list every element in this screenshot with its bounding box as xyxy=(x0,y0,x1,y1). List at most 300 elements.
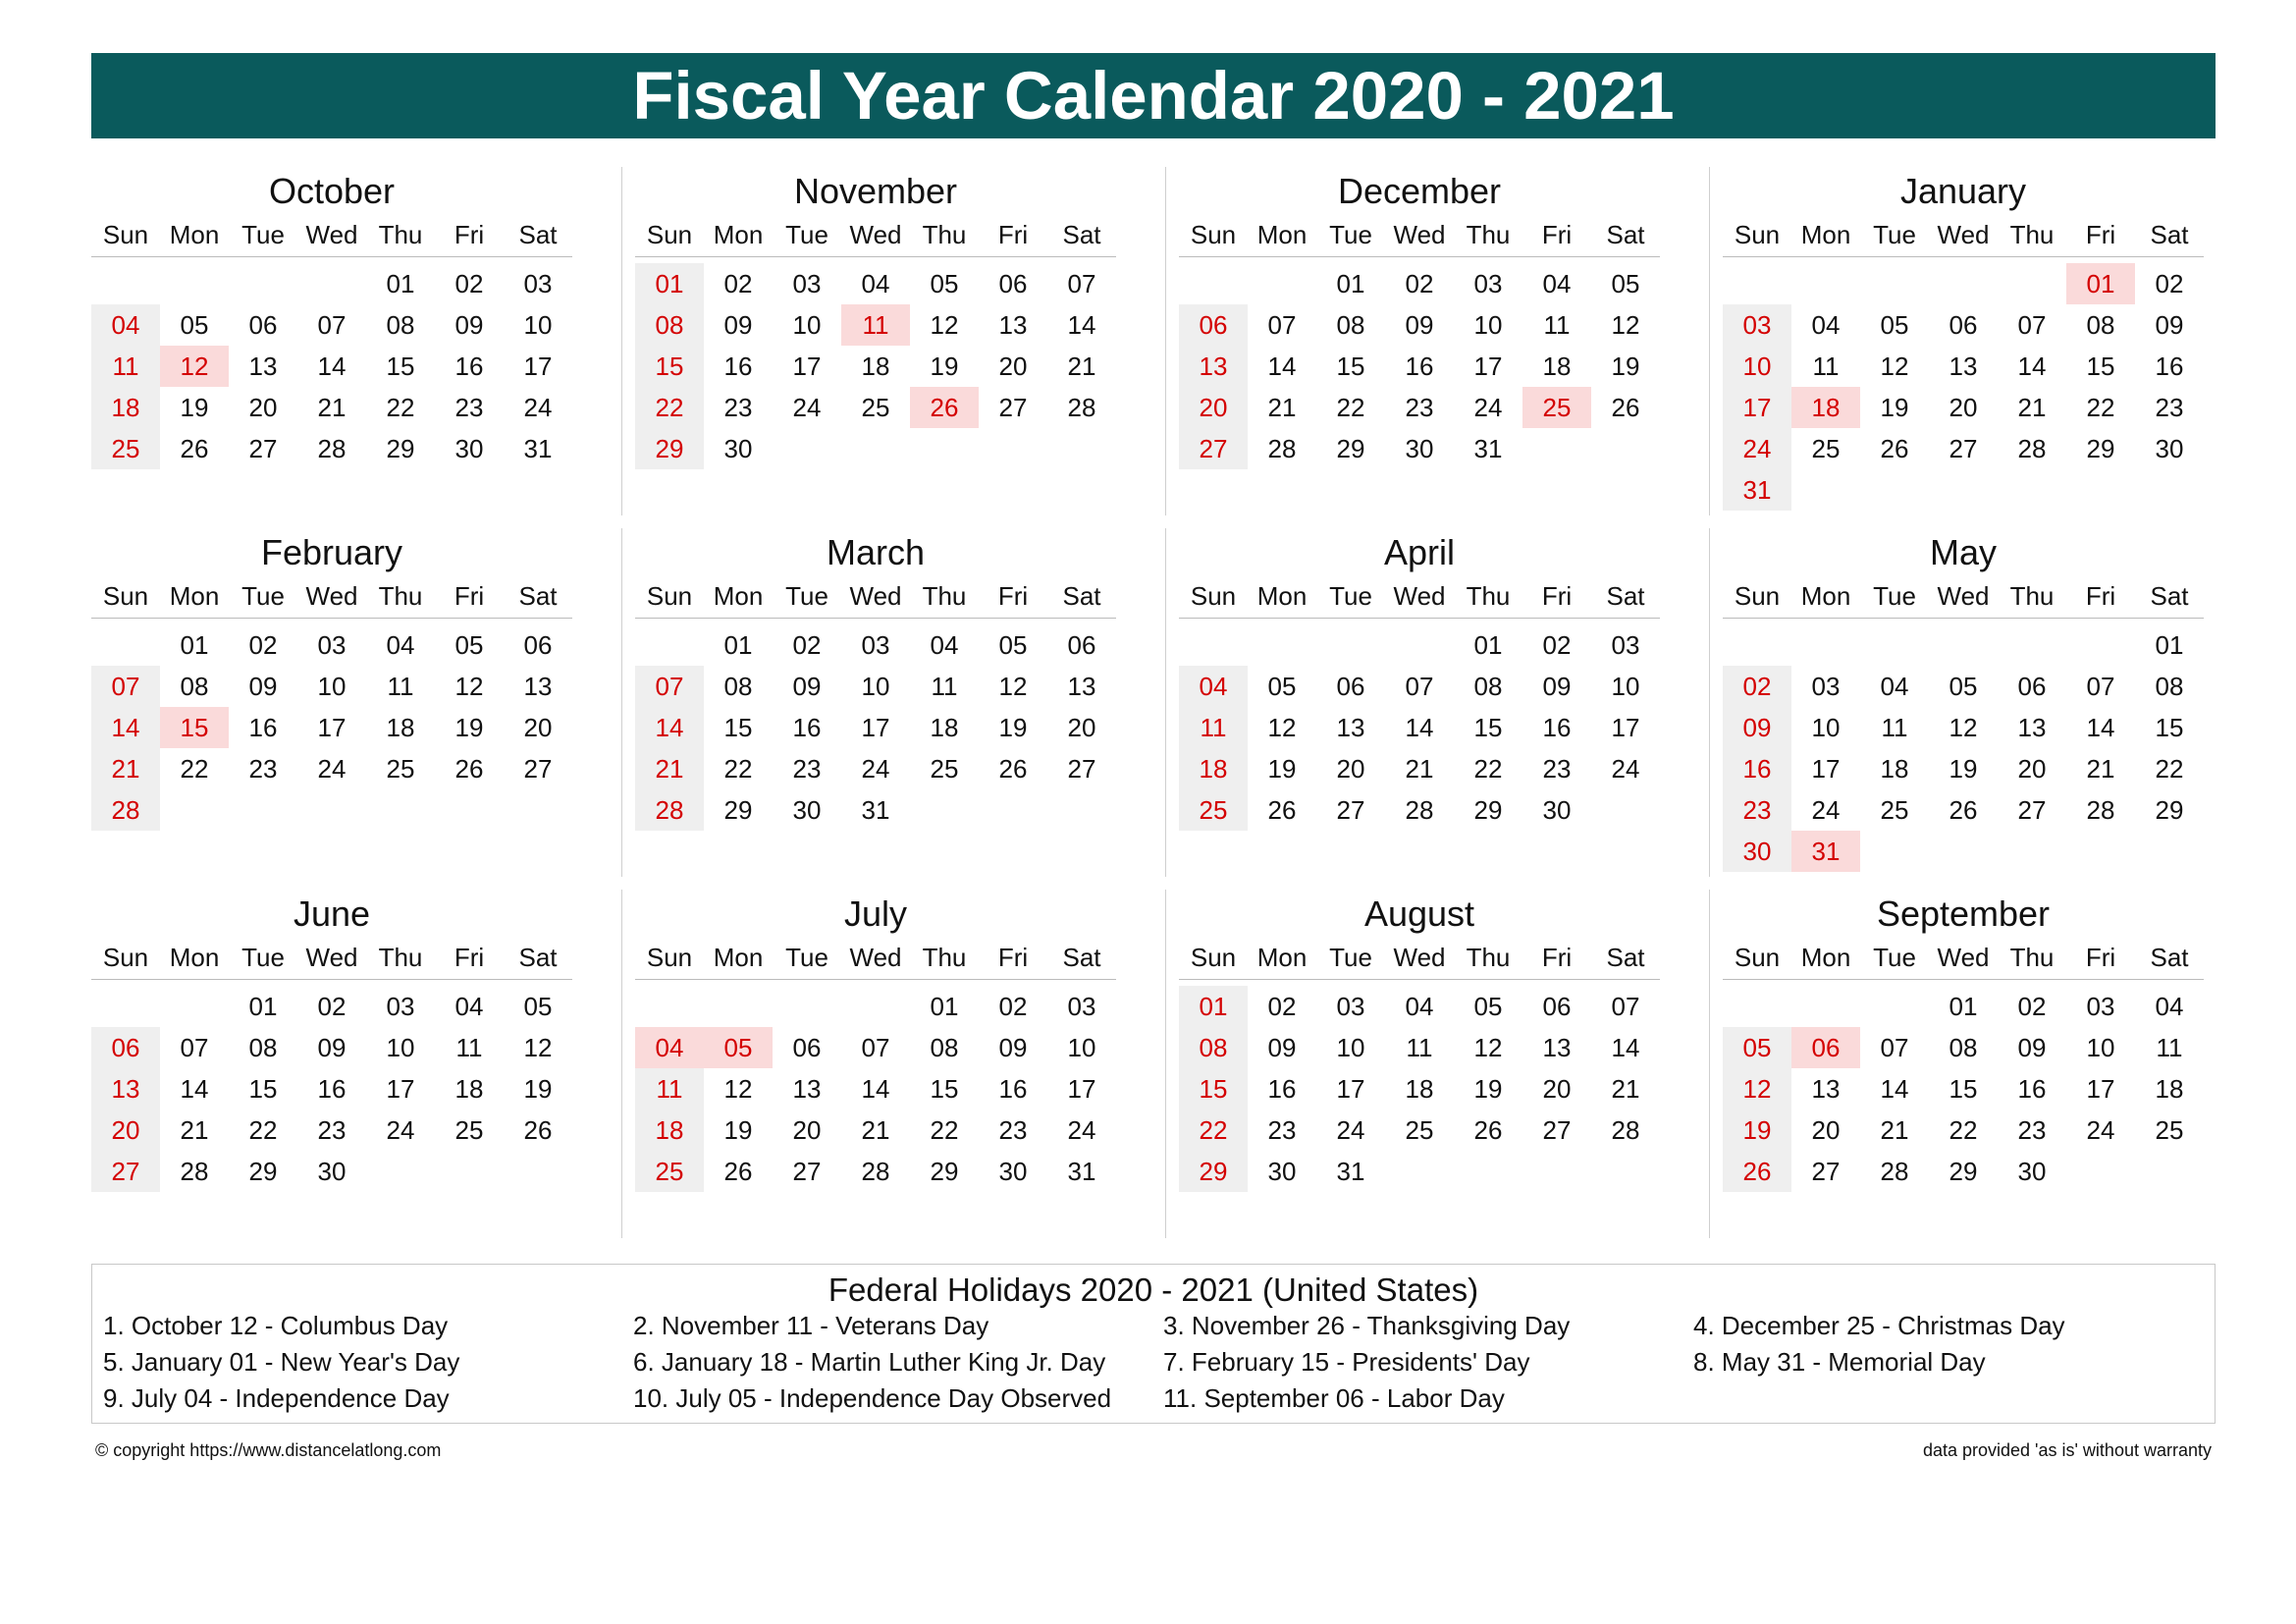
day-cell: 20 xyxy=(1811,1115,1841,1145)
day-cell: 20 xyxy=(792,1115,822,1145)
weekday-label: Tue xyxy=(241,581,285,611)
weekday-label: Wed xyxy=(1937,581,1990,611)
day-cell: 02 xyxy=(792,630,822,660)
day-cell: 11 xyxy=(1812,352,1840,381)
day-cell: 15 xyxy=(930,1074,959,1104)
day-cell: 03 xyxy=(1473,269,1503,298)
day-cell: 14 xyxy=(1880,1074,1909,1104)
day-cell: 14 xyxy=(91,707,160,748)
day-cell: 23 xyxy=(723,393,753,422)
day-cell: 28 xyxy=(317,434,347,463)
day-cell: 02 xyxy=(454,269,484,298)
weekday-label: Sun xyxy=(1734,943,1781,972)
weekday-label: Thu xyxy=(922,581,967,611)
weekday-label: Wed xyxy=(305,220,358,249)
month-november xyxy=(635,167,1116,501)
day-cell: 20 xyxy=(1336,754,1365,784)
weekday-label: Tue xyxy=(1873,581,1916,611)
day-cell: 04 xyxy=(1811,310,1841,340)
column-divider xyxy=(1165,890,1166,1238)
day-cell: 26 xyxy=(180,434,209,463)
day-cell: 17 xyxy=(2086,1074,2115,1104)
day-cell: 14 xyxy=(2086,713,2115,742)
day-cell: 22 xyxy=(930,1115,959,1145)
day-cell: 25 xyxy=(2155,1115,2184,1145)
day-cell: 01 xyxy=(248,992,278,1021)
day-cell: 01 xyxy=(723,630,753,660)
weekday-label: Fri xyxy=(2085,220,2116,249)
day-cell: 03 xyxy=(1067,992,1096,1021)
day-cell: 24 xyxy=(1611,754,1640,784)
day-cell: 19 xyxy=(1949,754,1978,784)
day-cell: 06 xyxy=(91,1027,160,1068)
day-cell: 02 xyxy=(2155,269,2184,298)
day-cell: 25 xyxy=(91,428,160,469)
day-cell: 08 xyxy=(930,1033,959,1062)
day-cell: 25 xyxy=(1405,1115,1434,1145)
month-name: April xyxy=(1383,532,1456,572)
day-cell: 17 xyxy=(1611,713,1640,742)
day-cell: 21 xyxy=(861,1115,890,1145)
weekday-header xyxy=(91,574,572,619)
day-cell: 21 xyxy=(1405,754,1434,784)
day-cell: 02 xyxy=(723,269,753,298)
day-cell: 10 xyxy=(861,672,890,701)
day-cell: 06 xyxy=(248,310,278,340)
day-cell: 06 xyxy=(792,1033,822,1062)
month-august xyxy=(1179,890,1660,1223)
day-cell: 28 xyxy=(635,789,704,831)
day-cell: 04 xyxy=(635,1027,704,1068)
day-cell: 29 xyxy=(930,1157,959,1186)
day-cell: 31 xyxy=(523,434,553,463)
day-cell: 21 xyxy=(1067,352,1096,381)
weekday-label: Sat xyxy=(2150,220,2189,249)
day-cell: 14 xyxy=(861,1074,890,1104)
day-cell: 18 xyxy=(1179,748,1248,789)
day-cell: 19 xyxy=(1473,1074,1503,1104)
day-cell: 18 xyxy=(861,352,890,381)
day-cell: 01 xyxy=(2066,263,2135,304)
day-cell: 12 xyxy=(454,672,484,701)
day-cell: 29 xyxy=(248,1157,278,1186)
day-cell: 15 xyxy=(160,707,229,748)
day-cell: 23 xyxy=(998,1115,1028,1145)
day-cell: 08 xyxy=(248,1033,278,1062)
day-cell: 20 xyxy=(998,352,1028,381)
day-cell: 25 xyxy=(635,1151,704,1192)
day-cell: 04 xyxy=(386,630,415,660)
day-cell: 18 xyxy=(91,387,160,428)
day-cell: 26 xyxy=(998,754,1028,784)
day-cell: 05 xyxy=(523,992,553,1021)
day-cell: 22 xyxy=(723,754,753,784)
day-cell: 28 xyxy=(861,1157,890,1186)
holiday-item: 8. May 31 - Memorial Day xyxy=(1693,1347,1986,1377)
weekday-label: Wed xyxy=(1393,220,1446,249)
weekday-label: Tue xyxy=(1329,220,1372,249)
weekday-label: Fri xyxy=(2085,943,2116,972)
day-cell: 16 xyxy=(792,713,822,742)
month-january xyxy=(1723,167,2204,505)
day-cell: 15 xyxy=(1949,1074,1978,1104)
column-divider xyxy=(1165,167,1166,515)
day-cell: 03 xyxy=(1611,630,1640,660)
day-cell: 04 xyxy=(2155,992,2184,1021)
day-cell: 23 xyxy=(1267,1115,1297,1145)
day-cell: 15 xyxy=(1473,713,1503,742)
day-cell: 24 xyxy=(317,754,347,784)
weekday-label: Tue xyxy=(1873,943,1916,972)
day-cell: 17 xyxy=(317,713,347,742)
weekday-label: Tue xyxy=(785,943,828,972)
day-cell: 13 xyxy=(91,1068,160,1110)
day-cell: 30 xyxy=(1723,831,1791,872)
day-cell: 12 xyxy=(523,1033,553,1062)
day-cell: 11 xyxy=(1543,310,1571,340)
day-cell: 26 xyxy=(723,1157,753,1186)
day-cell: 08 xyxy=(1179,1027,1248,1068)
day-cell: 20 xyxy=(1542,1074,1572,1104)
month-may xyxy=(1723,528,2204,866)
day-cell: 29 xyxy=(1179,1151,1248,1192)
day-cell: 16 xyxy=(2155,352,2184,381)
weekday-header xyxy=(1723,574,2204,619)
weekday-label: Sat xyxy=(1606,220,1645,249)
day-cell: 23 xyxy=(792,754,822,784)
weekday-label: Thu xyxy=(378,581,423,611)
day-cell: 19 xyxy=(1611,352,1640,381)
day-cell: 08 xyxy=(1336,310,1365,340)
day-cell: 12 xyxy=(1949,713,1978,742)
weekday-label: Sun xyxy=(1734,581,1781,611)
month-september xyxy=(1723,890,2204,1223)
day-cell: 07 xyxy=(1880,1033,1909,1062)
day-cell: 06 xyxy=(1791,1027,1860,1068)
day-cell: 27 xyxy=(1811,1157,1841,1186)
day-cell: 27 xyxy=(792,1157,822,1186)
day-cell: 21 xyxy=(2017,393,2047,422)
holiday-item: 4. December 25 - Christmas Day xyxy=(1693,1311,2065,1340)
weekday-label: Mon xyxy=(1800,943,1851,972)
weekday-label: Mon xyxy=(1256,581,1308,611)
day-cell: 17 xyxy=(1723,387,1791,428)
day-cell: 31 xyxy=(1791,831,1860,872)
day-cell: 28 xyxy=(1611,1115,1640,1145)
day-cell: 09 xyxy=(792,672,822,701)
day-cell: 07 xyxy=(180,1033,209,1062)
weekday-label: Tue xyxy=(241,943,285,972)
day-cell: 27 xyxy=(91,1151,160,1192)
day-cell: 21 xyxy=(317,393,347,422)
day-cell: 13 xyxy=(523,672,553,701)
day-cell: 07 xyxy=(1405,672,1434,701)
day-cell: 02 xyxy=(317,992,347,1021)
day-cell: 14 xyxy=(635,707,704,748)
day-cell: 13 xyxy=(1811,1074,1841,1104)
day-cell: 29 xyxy=(723,795,753,825)
day-cell: 02 xyxy=(1542,630,1572,660)
weekday-label: Fri xyxy=(1541,581,1573,611)
day-cell: 08 xyxy=(2155,672,2184,701)
day-cell: 02 xyxy=(2017,992,2047,1021)
day-cell: 10 xyxy=(1336,1033,1365,1062)
day-cell: 28 xyxy=(180,1157,209,1186)
day-cell: 03 xyxy=(523,269,553,298)
holidays-panel xyxy=(91,1264,2216,1424)
day-cell: 08 xyxy=(180,672,209,701)
day-cell: 02 xyxy=(998,992,1028,1021)
day-cell: 19 xyxy=(1267,754,1297,784)
day-cell: 14 xyxy=(2017,352,2047,381)
day-cell: 05 xyxy=(180,310,209,340)
holiday-item: 5. January 01 - New Year's Day xyxy=(103,1347,460,1377)
day-cell: 28 xyxy=(1405,795,1434,825)
day-cell: 07 xyxy=(91,666,160,707)
column-divider xyxy=(1709,890,1710,1238)
day-cell: 03 xyxy=(1336,992,1365,1021)
day-cell: 19 xyxy=(454,713,484,742)
day-cell: 06 xyxy=(1949,310,1978,340)
weekday-label: Fri xyxy=(2085,581,2116,611)
weekday-label: Fri xyxy=(454,581,485,611)
day-cell: 17 xyxy=(523,352,553,381)
month-name: February xyxy=(260,532,403,572)
day-cell: 30 xyxy=(1542,795,1572,825)
day-cell: 11 xyxy=(387,672,414,701)
weekday-label: Mon xyxy=(1256,943,1308,972)
day-cell: 05 xyxy=(704,1027,773,1068)
weekday-label: Fri xyxy=(997,943,1029,972)
weekday-label: Wed xyxy=(305,943,358,972)
weekday-label: Sun xyxy=(1734,220,1781,249)
month-name: August xyxy=(1363,893,1475,934)
day-cell: 03 xyxy=(2086,992,2115,1021)
day-cell: 31 xyxy=(1067,1157,1096,1186)
day-cell: 09 xyxy=(454,310,484,340)
day-cell: 03 xyxy=(317,630,347,660)
day-cell: 07 xyxy=(2086,672,2115,701)
day-cell: 03 xyxy=(1811,672,1841,701)
day-cell: 16 xyxy=(317,1074,347,1104)
day-cell: 04 xyxy=(1405,992,1434,1021)
day-cell: 18 xyxy=(1791,387,1860,428)
day-cell: 30 xyxy=(998,1157,1028,1186)
holiday-item: 11. September 06 - Labor Day xyxy=(1163,1383,1505,1413)
day-cell: 04 xyxy=(930,630,959,660)
day-cell: 22 xyxy=(180,754,209,784)
day-cell: 22 xyxy=(1949,1115,1978,1145)
day-cell: 21 xyxy=(180,1115,209,1145)
weekday-label: Wed xyxy=(1393,943,1446,972)
day-cell: 25 xyxy=(861,393,890,422)
day-cell: 17 xyxy=(1336,1074,1365,1104)
weekday-label: Thu xyxy=(1466,220,1511,249)
day-cell: 16 xyxy=(2017,1074,2047,1104)
day-cell: 13 xyxy=(1336,713,1365,742)
day-cell: 27 xyxy=(248,434,278,463)
day-cell: 23 xyxy=(1542,754,1572,784)
day-cell: 18 xyxy=(454,1074,484,1104)
weekday-header xyxy=(1723,936,2204,980)
day-cell: 14 xyxy=(1611,1033,1640,1062)
day-cell: 30 xyxy=(2017,1157,2047,1186)
day-cell: 16 xyxy=(1723,748,1791,789)
day-cell: 11 xyxy=(455,1033,483,1062)
day-cell: 19 xyxy=(523,1074,553,1104)
weekday-label: Wed xyxy=(1937,943,1990,972)
day-cell: 17 xyxy=(1473,352,1503,381)
day-cell: 27 xyxy=(1179,428,1248,469)
day-cell: 05 xyxy=(1473,992,1503,1021)
day-cell: 07 xyxy=(635,666,704,707)
day-cell: 07 xyxy=(861,1033,890,1062)
day-cell: 11 xyxy=(1406,1033,1433,1062)
day-cell: 08 xyxy=(635,304,704,346)
day-cell: 02 xyxy=(1405,269,1434,298)
month-march xyxy=(635,528,1116,862)
day-cell: 16 xyxy=(998,1074,1028,1104)
day-cell: 30 xyxy=(792,795,822,825)
weekday-label: Mon xyxy=(169,220,220,249)
day-cell: 23 xyxy=(2017,1115,2047,1145)
weekday-label: Sat xyxy=(1606,943,1645,972)
day-cell: 25 xyxy=(386,754,415,784)
day-cell: 16 xyxy=(723,352,753,381)
day-cell: 10 xyxy=(1811,713,1841,742)
day-cell: 11 xyxy=(635,1068,704,1110)
day-cell: 01 xyxy=(930,992,959,1021)
holiday-item: 2. November 11 - Veterans Day xyxy=(633,1311,989,1340)
weekday-label: Tue xyxy=(1329,943,1372,972)
day-cell: 01 xyxy=(1336,269,1365,298)
day-cell: 22 xyxy=(2155,754,2184,784)
day-cell: 19 xyxy=(180,393,209,422)
day-cell: 05 xyxy=(930,269,959,298)
weekday-header xyxy=(635,213,1116,257)
day-cell: 20 xyxy=(248,393,278,422)
weekday-label: Fri xyxy=(997,581,1029,611)
day-cell: 24 xyxy=(1723,428,1791,469)
day-cell: 26 xyxy=(1880,434,1909,463)
weekday-label: Sat xyxy=(1062,943,1101,972)
day-cell: 27 xyxy=(1336,795,1365,825)
day-cell: 06 xyxy=(1336,672,1365,701)
day-cell: 09 xyxy=(2017,1033,2047,1062)
day-cell: 10 xyxy=(523,310,553,340)
weekday-label: Thu xyxy=(922,220,967,249)
day-cell: 23 xyxy=(2155,393,2184,422)
weekday-label: Mon xyxy=(1800,581,1851,611)
day-cell: 14 xyxy=(1067,310,1096,340)
day-cell: 17 xyxy=(386,1074,415,1104)
weekday-label: Sat xyxy=(2150,581,2189,611)
weekday-label: Sun xyxy=(646,581,693,611)
weekday-label: Sun xyxy=(102,581,149,611)
day-cell: 13 xyxy=(248,352,278,381)
day-cell: 20 xyxy=(1949,393,1978,422)
day-cell: 27 xyxy=(1542,1115,1572,1145)
day-cell: 01 xyxy=(180,630,209,660)
weekday-label: Sat xyxy=(518,943,558,972)
day-cell: 07 xyxy=(1611,992,1640,1021)
day-cell: 17 xyxy=(792,352,822,381)
weekday-label: Sat xyxy=(518,581,558,611)
day-cell: 26 xyxy=(1611,393,1640,422)
weekday-label: Mon xyxy=(713,581,764,611)
day-cell: 27 xyxy=(523,754,553,784)
day-cell: 10 xyxy=(2086,1033,2115,1062)
day-cell: 24 xyxy=(792,393,822,422)
weekday-label: Sat xyxy=(518,220,558,249)
month-december xyxy=(1179,167,1660,501)
day-cell: 09 xyxy=(723,310,753,340)
day-cell: 26 xyxy=(454,754,484,784)
weekday-label: Tue xyxy=(1873,220,1916,249)
day-cell: 17 xyxy=(861,713,890,742)
day-cell: 16 xyxy=(1267,1074,1297,1104)
day-cell: 21 xyxy=(2086,754,2115,784)
day-cell: 13 xyxy=(1179,346,1248,387)
weekday-label: Thu xyxy=(922,943,967,972)
day-cell: 23 xyxy=(317,1115,347,1145)
holiday-item: 7. February 15 - Presidents' Day xyxy=(1163,1347,1530,1377)
day-cell: 05 xyxy=(1267,672,1297,701)
day-cell: 19 xyxy=(998,713,1028,742)
holiday-item: 10. July 05 - Independence Day Observed xyxy=(633,1383,1112,1413)
day-cell: 12 xyxy=(1880,352,1909,381)
day-cell: 24 xyxy=(861,754,890,784)
day-cell: 09 xyxy=(2155,310,2184,340)
day-cell: 23 xyxy=(454,393,484,422)
day-cell: 29 xyxy=(2086,434,2115,463)
weekday-label: Fri xyxy=(454,220,485,249)
day-cell: 04 xyxy=(1179,666,1248,707)
day-cell: 12 xyxy=(1611,310,1640,340)
day-cell: 15 xyxy=(386,352,415,381)
day-cell: 23 xyxy=(1723,789,1791,831)
weekday-label: Wed xyxy=(849,943,902,972)
day-cell: 10 xyxy=(1473,310,1503,340)
day-cell: 12 xyxy=(1473,1033,1503,1062)
weekday-label: Sun xyxy=(1190,943,1237,972)
day-cell: 04 xyxy=(861,269,890,298)
day-cell: 26 xyxy=(523,1115,553,1145)
day-cell: 16 xyxy=(1405,352,1434,381)
month-name: June xyxy=(293,893,371,934)
weekday-label: Mon xyxy=(1256,220,1308,249)
month-name: May xyxy=(1929,532,1997,572)
day-cell: 11 xyxy=(91,346,160,387)
month-july xyxy=(635,890,1116,1223)
day-cell: 18 xyxy=(1405,1074,1434,1104)
day-cell: 12 xyxy=(723,1074,753,1104)
day-cell: 13 xyxy=(998,310,1028,340)
day-cell: 31 xyxy=(861,795,890,825)
day-cell: 20 xyxy=(1067,713,1096,742)
day-cell: 01 xyxy=(1949,992,1978,1021)
weekday-label: Sun xyxy=(102,220,149,249)
day-cell: 15 xyxy=(1336,352,1365,381)
day-cell: 09 xyxy=(1405,310,1434,340)
day-cell: 10 xyxy=(386,1033,415,1062)
day-cell: 16 xyxy=(454,352,484,381)
day-cell: 03 xyxy=(792,269,822,298)
day-cell: 14 xyxy=(1405,713,1434,742)
day-cell: 28 xyxy=(91,789,160,831)
day-cell: 19 xyxy=(930,352,959,381)
day-cell: 25 xyxy=(930,754,959,784)
